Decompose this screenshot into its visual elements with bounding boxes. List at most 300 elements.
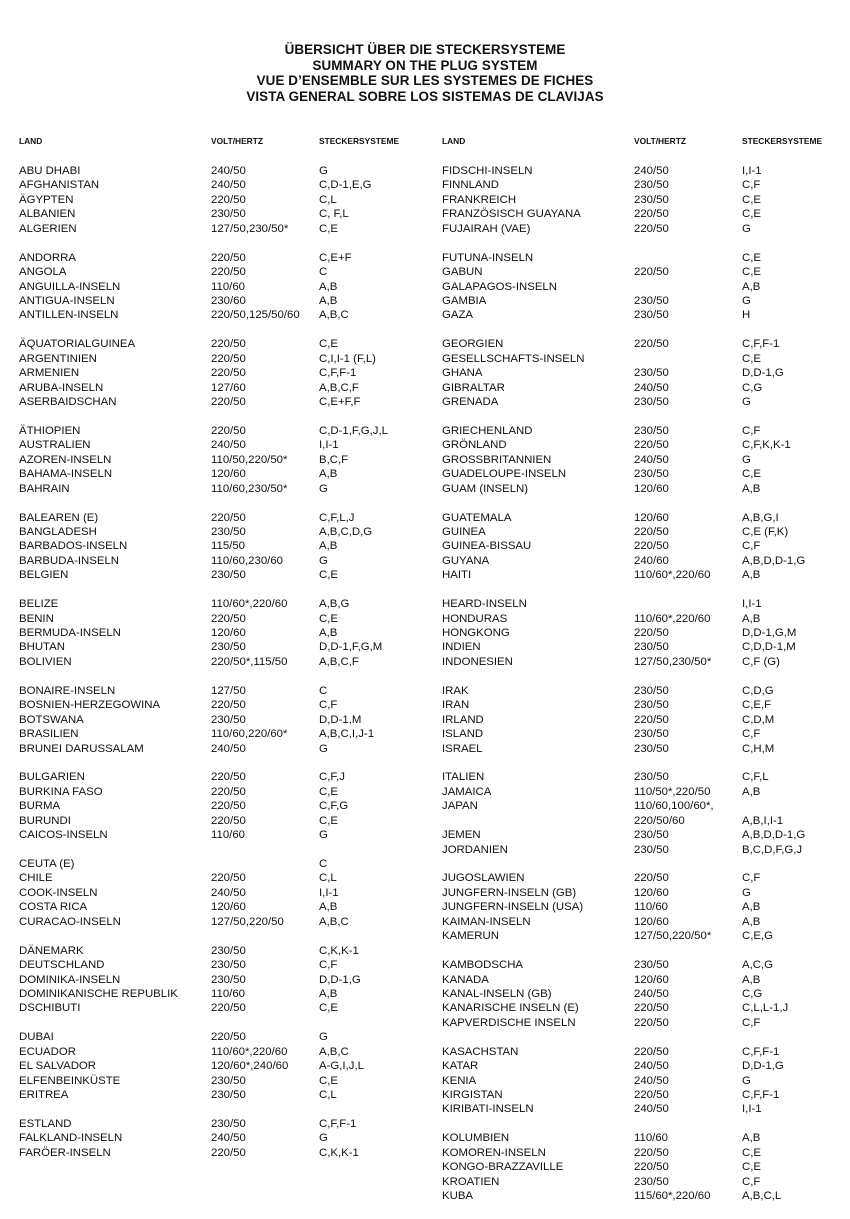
voltage-frequency: 220/50*,115/50 [211,655,288,668]
country-row [442,742,850,756]
country-row [442,251,850,265]
plug-types: A,B,C [319,1045,349,1058]
country-name: BAHRAIN [19,482,70,495]
country-name: ALGERIEN [19,222,77,235]
voltage-frequency: 230/50 [634,367,669,380]
country-row [442,424,850,438]
plug-types: B,C,F [319,453,349,466]
voltage-frequency: 220/50 [211,193,246,206]
country-name: KAIMAN-INSELN [442,915,531,928]
country-name: BULGARIEN [19,771,85,784]
country-name: KONGO-BRAZZAVILLE [442,1161,564,1174]
plug-types: D,D-1,F,G,M [319,641,383,654]
plug-types: C,F (G) [742,655,780,668]
plug-types: A,B [319,540,338,553]
plug-types: C,F,K,K-1 [742,439,791,452]
plug-types: C,H,M [742,742,775,755]
voltage-frequency: 220/50 [211,352,246,365]
group-spacer [19,496,439,510]
country-row [19,612,439,626]
country-row [19,178,439,192]
country-row [442,467,850,481]
group-spacer [442,583,850,597]
voltage-frequency: 230/50 [634,193,669,206]
country-name: HEARD-INSELN [442,598,527,611]
header-land: LAND [19,136,43,146]
country-name: BAHAMA-INSELN [19,468,113,481]
voltage-frequency: 120/60 [634,886,669,899]
country-row [19,886,439,900]
plug-types: C,F,G [319,800,349,813]
plug-types: C,F,F-1 [319,1117,357,1130]
country-name: BOTSWANA [19,713,84,726]
header-steckersysteme: STECKERSYSTEME [742,136,823,146]
plug-types: D,D-1,G [742,367,784,380]
country-name: CEUTA (E) [19,858,75,870]
plug-types: C,E [742,352,761,365]
plug-types: G [319,829,328,842]
plug-types: C,E [319,222,338,235]
column-header [442,136,850,148]
voltage-frequency: 220/50 [634,713,669,726]
country-name: BANGLADESH [19,525,97,538]
country-row [19,770,439,784]
plug-types: C,E [319,1074,338,1087]
country-name: FINNLAND [442,179,499,192]
country-row [19,900,439,914]
country-row [442,366,850,380]
voltage-frequency: 220/50 [634,872,669,885]
title-spanish: VISTA GENERAL SOBRE LOS SISTEMAS DE CLAVIJAS [246,88,604,104]
plug-types: C,E+F [319,251,352,264]
country-row [19,1059,439,1073]
country-name: FUJAIRAH (VAE) [442,222,531,235]
country-name: ARMENIEN [19,367,80,380]
plug-types: A,B,C [319,309,349,322]
country-name: ANDORRA [19,251,76,264]
group-spacer [442,409,850,423]
document-title-block [0,42,850,104]
group-spacer [19,929,439,943]
voltage-frequency: 220/50 [634,1146,669,1159]
country-name: BERMUDA-INSELN [19,627,121,639]
country-name: KOMOREN-INSELN [442,1146,546,1159]
title-english: SUMMARY ON THE PLUG SYSTEM [312,57,538,73]
plug-types: A,B [742,612,761,625]
voltage-frequency: 240/60 [634,554,669,567]
country-name: ELFENBEINKÜSTE [19,1074,121,1087]
plug-types: D,D-1,G [742,1060,784,1073]
country-name: DSCHIBUTI [19,1002,81,1015]
country-row [19,785,439,799]
header-steckersysteme: STECKERSYSTEME [319,136,400,146]
plug-types: C,E [319,569,338,582]
voltage-frequency: 220/50 [634,1016,669,1029]
country-row [19,337,439,351]
country-name: HONGKONG [442,627,510,639]
country-name: DOMINIKANISCHE REPUBLIK [19,987,178,1000]
country-name: DEUTSCHLAND [19,959,105,972]
country-row [19,251,439,265]
country-name: IRLAND [442,713,484,726]
country-row [19,525,439,539]
plug-types: C,E (F,K) [742,525,789,538]
group-spacer [19,323,439,337]
voltage-frequency: 127/50 [211,684,246,697]
country-row [19,265,439,279]
country-name: FALKLAND-INSELN [19,1132,123,1145]
country-row [19,828,439,842]
voltage-frequency: 240/50 [211,439,246,452]
country-name: DUBAI [19,1031,54,1044]
country-name: ITALIEN [442,771,485,784]
plug-types: I,I-1 [319,439,339,452]
country-row [442,178,850,192]
country-row [19,799,439,813]
country-name: ISLAND [442,728,484,741]
voltage-frequency: 110/60*,220/60 [211,1045,288,1058]
voltage-frequency: 220/50 [211,771,246,784]
plug-types: A,B [319,987,338,1000]
country-row [442,698,850,712]
voltage-frequency: 127/50,230/50* [634,655,712,668]
country-name: JORDANIEN [442,843,508,856]
country-row [19,1001,439,1015]
voltage-frequency: 240/50 [634,1103,669,1116]
country-name: ESTLAND [19,1117,72,1130]
plug-types: C [319,266,328,279]
country-row [442,770,850,784]
country-row [442,265,850,279]
country-row [19,193,439,207]
country-row [442,1189,850,1203]
plug-types: C,F [319,959,338,972]
header-land: LAND [442,136,466,146]
plug-types: C,F,F-1 [319,367,357,380]
plug-types: G [742,396,751,408]
country-row [19,640,439,654]
plug-types: A,B [742,901,761,914]
country-name: JUNGFERN-INSELN (GB) [442,886,577,899]
country-name: ALBANIEN [19,208,76,221]
plug-types: C,F [742,179,761,192]
country-row [442,871,850,885]
country-name: DÄNEMARK [19,944,84,957]
plug-types: A,B,D,D-1,G [742,554,806,567]
voltage-frequency: 220/50 [634,266,669,279]
voltage-frequency: 120/60 [211,901,246,914]
country-name: KAMERUN [442,930,499,943]
country-row [442,1146,850,1160]
country-name: GUYANA [442,554,490,567]
country-name: GESELLSCHAFTS-INSELN [442,352,585,365]
country-name: GROSSBRITANNIEN [442,453,552,466]
voltage-frequency: 230/50 [211,208,246,221]
country-row [19,958,439,972]
voltage-frequency: 230/50 [211,1089,246,1101]
country-row [19,871,439,885]
voltage-frequency: 230/50 [634,179,669,192]
voltage-frequency: 110/60,230/50* [211,482,288,495]
country-name: AUSTRALIEN [19,439,91,452]
country-row [19,164,439,178]
plug-types: C, F,L [319,208,349,221]
country-row [19,395,439,409]
country-row [19,453,439,467]
country-row [19,482,439,496]
plug-types: A,B [319,901,338,914]
voltage-frequency: 220/50 [634,1089,669,1101]
voltage-frequency: 110/50,220/50* [211,453,288,466]
plug-types: G [319,1132,328,1145]
country-name: ASERBAIDSCHAN [19,396,117,408]
plug-types: C,F [319,699,338,712]
country-row [19,308,439,322]
voltage-frequency: 220/50 [634,627,669,639]
header-volt-hertz: VOLT/HERTZ [211,136,263,146]
country-row [19,597,439,611]
plug-types: C,I,I-1 (F,L) [319,352,376,365]
country-name: BOLIVIEN [19,655,72,668]
plug-types: G [319,1031,328,1044]
plug-types: A,B [742,280,761,293]
country-name: FUTUNA-INSELN [442,251,534,264]
plug-types: A,B,G,I [742,511,779,524]
plug-types: G [742,886,751,899]
plug-types: A,B,D,D-1,G [742,829,806,842]
country-row [442,1059,850,1073]
right-column [442,136,850,1204]
voltage-frequency: 127/60 [211,381,246,394]
column-header [19,136,439,148]
country-name: JUNGFERN-INSELN (USA) [442,901,584,914]
voltage-frequency: 120/60 [211,468,246,481]
plug-types: C,D,D-1,M [742,641,796,654]
plug-types: C,E [742,193,761,206]
plug-types: C,L,L-1,J [742,1002,789,1015]
voltage-frequency: 110/60 [634,1132,668,1145]
plug-types: I,I-1 [319,886,339,899]
country-name: BARBADOS-INSELN [19,540,128,553]
country-name: KANAL-INSELN (GB) [442,987,552,1000]
country-row [19,684,439,698]
group-spacer [19,1102,439,1116]
voltage-frequency: 230/50 [211,944,246,957]
country-name: BURUNDI [19,814,71,827]
voltage-frequency: 220/50 [634,439,669,452]
plug-types: D,D-1,G [319,973,361,986]
voltage-frequency: 115/50 [211,540,245,553]
header-volt-hertz: VOLT/HERTZ [634,136,686,146]
country-row [442,207,850,221]
country-row [442,438,850,452]
group-spacer [442,323,850,337]
voltage-frequency: 120/60 [634,482,669,495]
country-row [19,987,439,1001]
country-name: BALEAREN (E) [19,511,99,524]
left-country-list [19,164,439,1160]
country-row [19,814,439,828]
voltage-frequency: 110/60*,220/60 [211,598,288,611]
voltage-frequency: 127/50,220/50* [634,930,712,943]
country-row [442,1102,850,1116]
plug-types: D,D-1,G,M [742,627,797,639]
country-name: JAMAICA [442,785,492,798]
country-row [19,698,439,712]
country-name: ANTIGUA-INSELN [19,294,115,307]
voltage-frequency: 120/60 [634,511,669,524]
voltage-frequency: 230/50 [211,959,246,972]
country-name: ABU DHABI [19,165,81,177]
country-row [442,280,850,294]
voltage-frequency: 230/60 [211,294,246,307]
country-row [442,337,850,351]
plug-types: C,E,F [742,699,772,712]
voltage-frequency: 240/50 [634,1074,669,1087]
voltage-frequency: 230/50 [634,424,669,437]
country-name: KIRIBATI-INSELN [442,1103,534,1116]
voltage-frequency: 230/50 [634,1175,669,1188]
country-row [19,915,439,929]
plug-types: A,B,C,F [319,381,359,394]
country-name: KAPVERDISCHE INSELN [442,1016,576,1029]
plug-types: A-G,I,J,L [319,1060,364,1073]
voltage-frequency: 110/60,100/60*, [634,800,714,813]
voltage-frequency: 110/50*,220/50 [634,785,711,798]
country-name: BHUTAN [19,641,65,654]
plug-types: C,F [742,1016,761,1029]
country-name: ISRAEL [442,742,483,755]
voltage-frequency: 110/60 [211,280,245,293]
plug-types: C,E [742,1161,761,1174]
plug-types: A,C,G [742,959,774,972]
voltage-frequency: 220/50 [634,540,669,553]
country-name: ERITREA [19,1089,69,1101]
country-row [442,1088,850,1102]
voltage-frequency: 220/50 [211,367,246,380]
country-row [442,597,850,611]
voltage-frequency: 230/50 [634,771,669,784]
plug-types: C,E [742,208,761,221]
voltage-frequency: 220/50 [634,338,669,351]
country-row [19,1117,439,1131]
country-row [442,1074,850,1088]
country-row [442,900,850,914]
country-name: FRANZÖSISCH GUAYANA [442,208,581,221]
country-row [442,1131,850,1145]
voltage-frequency: 230/50 [211,1117,246,1130]
group-spacer [19,583,439,597]
voltage-frequency: 110/60 [634,901,668,914]
voltage-frequency: 230/50 [634,396,669,408]
voltage-frequency: 230/50 [634,294,669,307]
country-row [19,294,439,308]
country-row [19,742,439,756]
country-name: GHANA [442,367,483,380]
country-row [19,438,439,452]
country-name: ÄGYPTEN [19,193,74,206]
country-name: KANARISCHE INSELN (E) [442,1002,579,1015]
voltage-frequency: 220/50/60 [634,814,685,827]
group-spacer [442,496,850,510]
plug-types: C,F [742,540,761,553]
plug-types: A,B [742,569,761,582]
country-name: FIDSCHI-INSELN [442,165,533,177]
plug-types: C,D-1,E,G [319,179,372,192]
country-row [442,958,850,972]
voltage-frequency: 220/50 [211,1146,246,1159]
country-name: ANGUILLA-INSELN [19,280,121,293]
country-row [19,727,439,741]
country-row [19,280,439,294]
plug-types: C,D-1,F,G,J,L [319,424,388,437]
country-row [442,1001,850,1015]
plug-types: C,E [742,1146,761,1159]
country-row [442,828,850,842]
country-row [442,352,850,366]
country-name: JEMEN [442,829,481,842]
country-name: KIRGISTAN [442,1089,503,1101]
country-name: BENIN [19,612,54,625]
country-name: ANGOLA [19,266,67,279]
country-row [442,482,850,496]
left-column [19,136,439,1160]
voltage-frequency: 220/50 [211,785,246,798]
group-spacer [442,944,850,958]
country-name: JUGOSLAWIEN [442,872,525,885]
country-row [19,973,439,987]
voltage-frequency: 220/50 [634,1002,669,1015]
country-name: DOMINIKA-INSELN [19,973,121,986]
country-row [19,554,439,568]
plug-types: C,L [319,193,337,206]
group-spacer [442,236,850,250]
voltage-frequency: 240/50 [211,886,246,899]
country-name: GALAPAGOS-INSELN [442,280,557,293]
country-row [442,814,850,828]
country-row [442,539,850,553]
voltage-frequency: 230/50 [634,699,669,712]
country-name: ARUBA-INSELN [19,381,104,394]
plug-types: A,B [319,280,338,293]
country-name: GEORGIEN [442,338,504,351]
group-spacer [442,669,850,683]
country-name: GUATEMALA [442,511,512,524]
country-name: INDONESIEN [442,655,513,668]
plug-types: G [319,482,328,495]
country-name: IRAN [442,699,470,712]
voltage-frequency: 110/60,230/60 [211,554,283,567]
country-name: BARBUDA-INSELN [19,554,120,567]
plug-types: G [742,453,751,466]
plug-types: C,L [319,872,337,885]
country-name: HONDURAS [442,612,508,625]
country-name: KANADA [442,973,489,986]
country-name: BURKINA FASO [19,785,103,798]
country-name: JAPAN [442,800,478,813]
voltage-frequency: 230/50 [211,1074,246,1087]
voltage-frequency: 230/50 [634,468,669,481]
country-row [442,626,850,640]
country-row [442,395,850,409]
group-spacer [19,669,439,683]
plug-types: C,E [319,612,338,625]
country-name: ARGENTINIEN [19,352,97,365]
country-row [19,511,439,525]
country-row [442,453,850,467]
country-name: KOLUMBIEN [442,1132,510,1145]
voltage-frequency: 240/50 [634,1060,669,1073]
